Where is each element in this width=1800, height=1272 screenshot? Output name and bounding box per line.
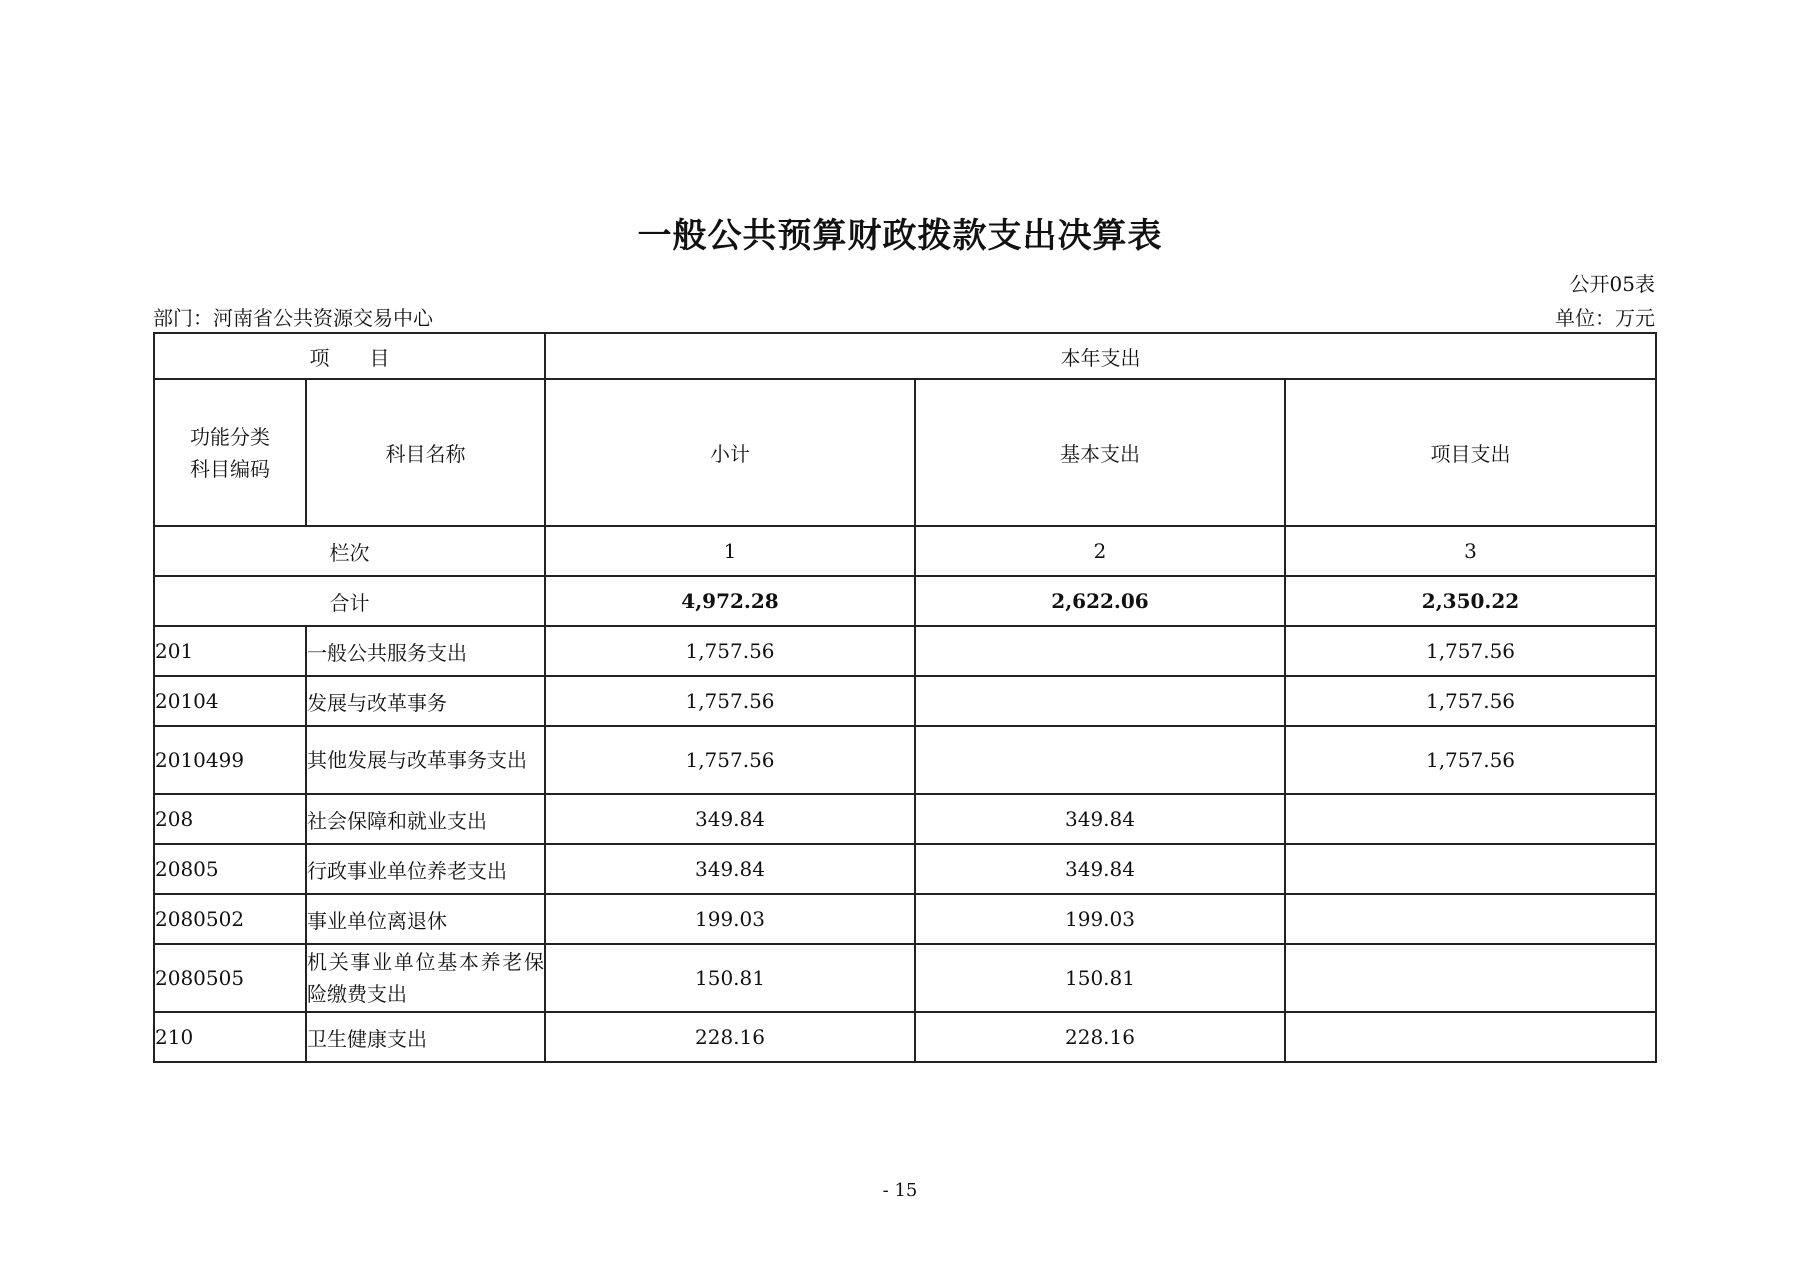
row-name: 发展与改革事务	[306, 676, 545, 726]
row-name: 其他发展与改革事务支出	[306, 726, 545, 794]
row-basic	[915, 626, 1285, 676]
row-subtotal: 1,757.56	[545, 626, 915, 676]
row-project	[1285, 1012, 1656, 1062]
row-code: 208	[154, 794, 306, 844]
row-project: 1,757.56	[1285, 726, 1656, 794]
department-label: 部门：河南省公共资源交易中心	[153, 306, 433, 330]
row-name: 行政事业单位养老支出	[306, 844, 545, 894]
header-row	[154, 333, 1656, 379]
table-row	[154, 844, 1656, 894]
table-row	[154, 676, 1656, 726]
row-subtotal: 228.16	[545, 1012, 915, 1062]
header-item: 项 目	[154, 333, 545, 379]
page-title: 一般公共预算财政拨款支出决算表	[637, 216, 1163, 256]
header-subtotal: 小计	[545, 379, 915, 526]
subheader-row	[154, 379, 1656, 526]
table-row	[154, 894, 1656, 944]
total-subtotal: 4,972.28	[545, 576, 915, 626]
table-row	[154, 626, 1656, 676]
table-row	[154, 794, 1656, 844]
row-project: 1,757.56	[1285, 626, 1656, 676]
budget-table	[153, 332, 1657, 1063]
row-basic: 150.81	[915, 944, 1285, 1012]
row-project: 1,757.56	[1285, 676, 1656, 726]
row-code: 20805	[154, 844, 306, 894]
total-basic: 2,622.06	[915, 576, 1285, 626]
row-name: 一般公共服务支出	[306, 626, 545, 676]
total-project: 2,350.22	[1285, 576, 1656, 626]
row-subtotal: 150.81	[545, 944, 915, 1012]
table-row	[154, 726, 1656, 794]
header-project: 项目支出	[1285, 379, 1656, 526]
row-code: 2010499	[154, 726, 306, 794]
row-name: 卫生健康支出	[306, 1012, 545, 1062]
total-row	[154, 576, 1656, 626]
row-code: 20104	[154, 676, 306, 726]
row-basic	[915, 676, 1285, 726]
row-project	[1285, 794, 1656, 844]
column-index-1: 1	[545, 526, 915, 576]
row-code: 2080502	[154, 894, 306, 944]
row-subtotal: 349.84	[545, 844, 915, 894]
row-project	[1285, 894, 1656, 944]
row-basic: 199.03	[915, 894, 1285, 944]
row-project	[1285, 944, 1656, 1012]
page-number: - 15	[882, 1180, 918, 1201]
row-basic	[915, 726, 1285, 794]
header-this-year: 本年支出	[545, 333, 1656, 379]
row-subtotal: 1,757.56	[545, 676, 915, 726]
row-code: 201	[154, 626, 306, 676]
row-code: 210	[154, 1012, 306, 1062]
row-name: 社会保障和就业支出	[306, 794, 545, 844]
row-basic: 349.84	[915, 794, 1285, 844]
form-code: 公开05表	[1569, 272, 1655, 296]
header-code: 功能分类 科目编码	[154, 379, 306, 526]
unit-label: 单位：万元	[1555, 306, 1655, 330]
row-subtotal: 349.84	[545, 794, 915, 844]
total-label: 合计	[154, 576, 545, 626]
column-index-row	[154, 526, 1656, 576]
column-index-2: 2	[915, 526, 1285, 576]
row-code: 2080505	[154, 944, 306, 1012]
row-project	[1285, 844, 1656, 894]
table-row	[154, 944, 1656, 1012]
column-index-3: 3	[1285, 526, 1656, 576]
header-basic: 基本支出	[915, 379, 1285, 526]
header-name: 科目名称	[306, 379, 545, 526]
column-index-label: 栏次	[154, 526, 545, 576]
table-row	[154, 1012, 1656, 1062]
row-name: 机关事业单位基本养老保险缴费支出	[306, 944, 545, 1012]
row-basic: 228.16	[915, 1012, 1285, 1062]
row-name: 事业单位离退休	[306, 894, 545, 944]
row-subtotal: 199.03	[545, 894, 915, 944]
row-subtotal: 1,757.56	[545, 726, 915, 794]
row-basic: 349.84	[915, 844, 1285, 894]
